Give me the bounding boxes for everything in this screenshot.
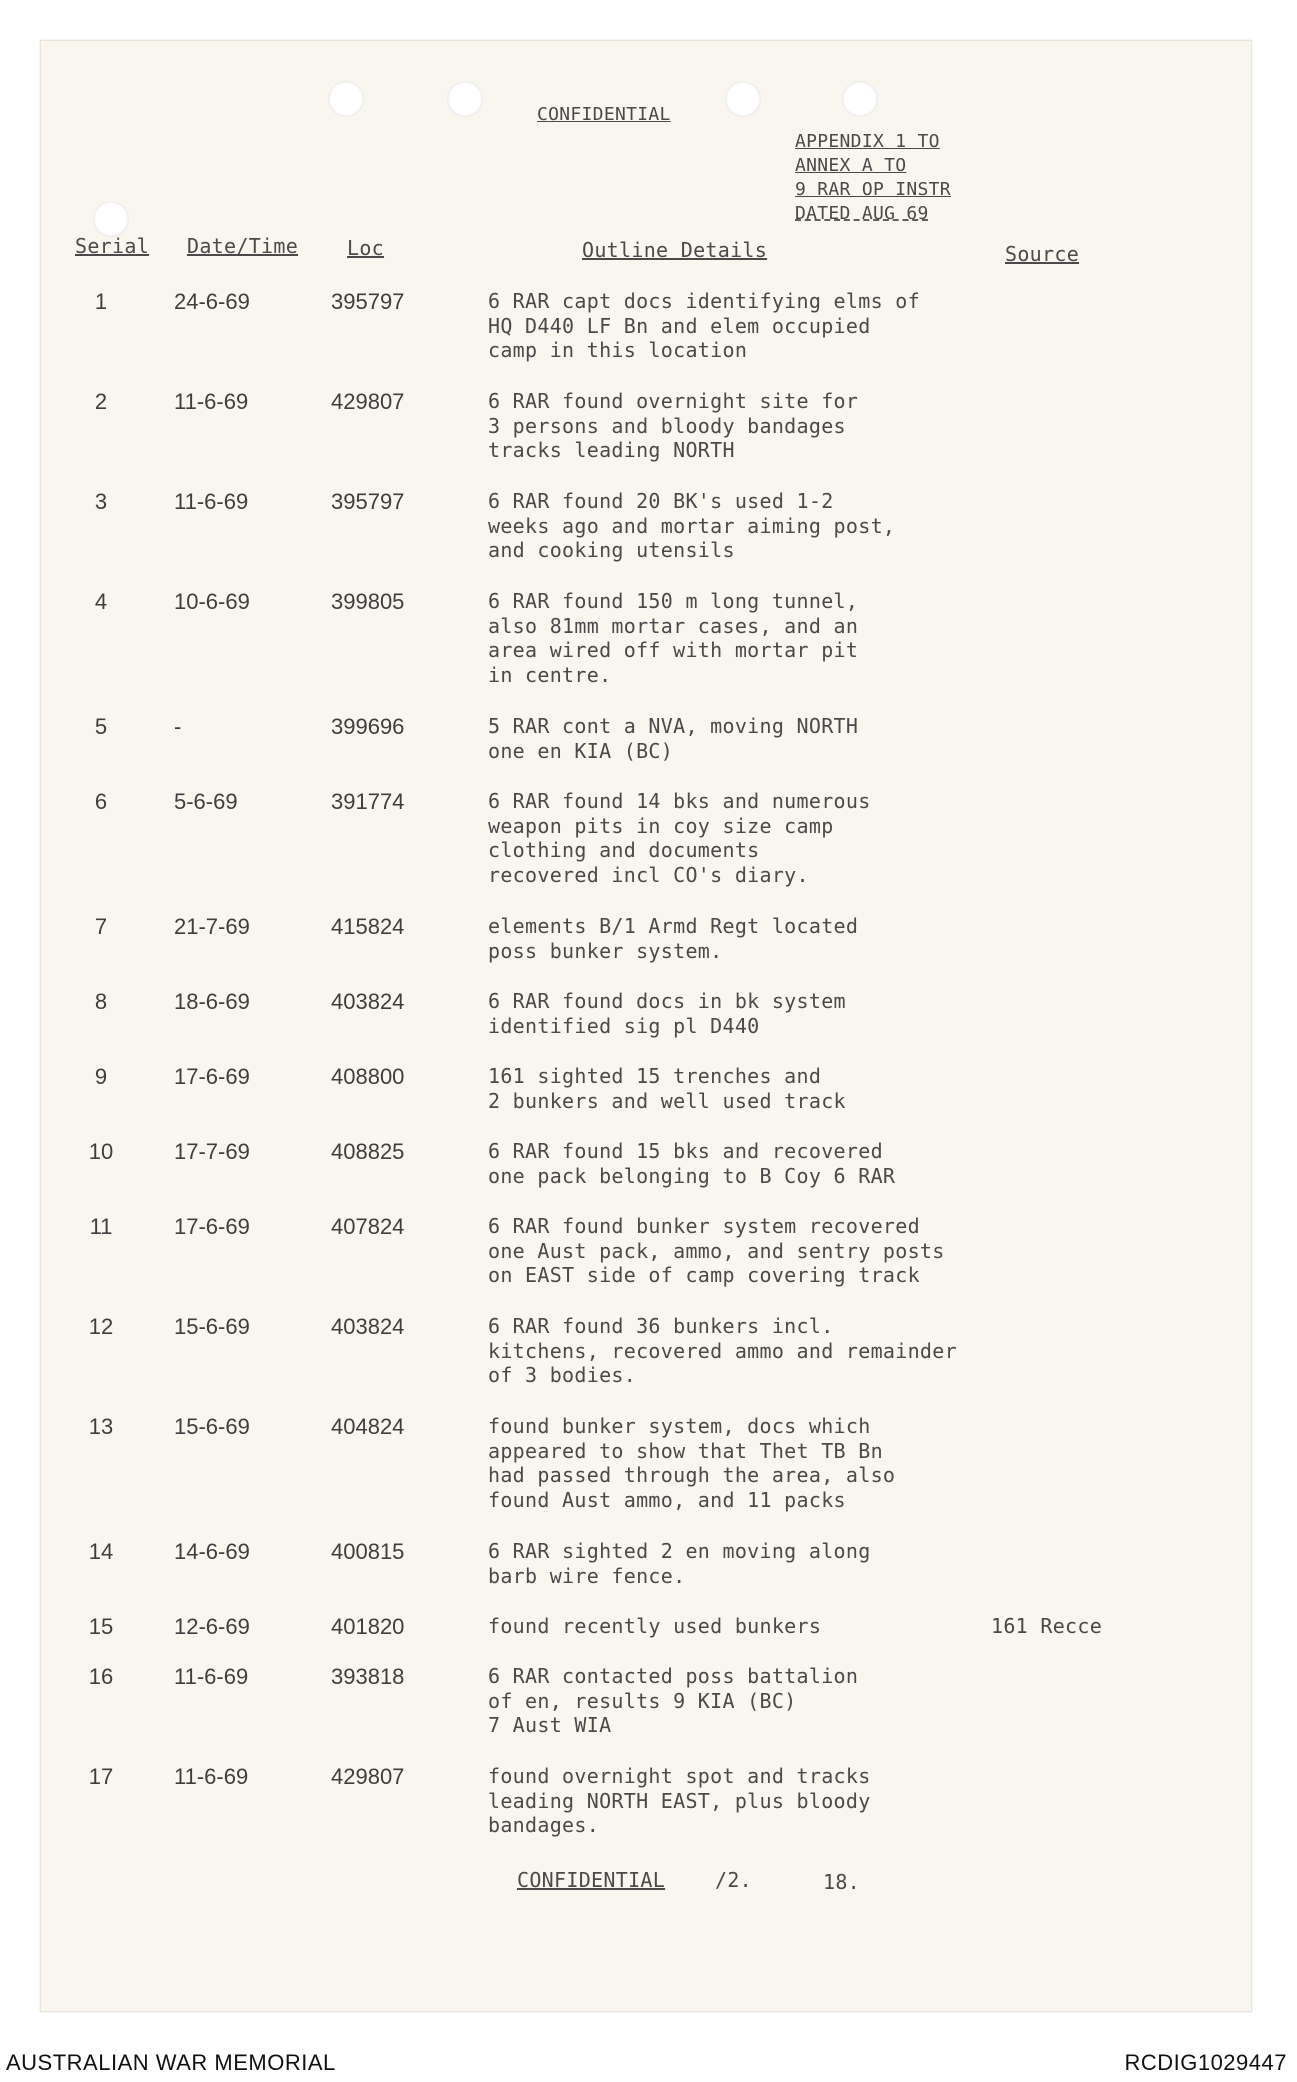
row-date: 11-6-69 — [174, 389, 249, 414]
row-serial: 7 — [94, 914, 108, 939]
details-line: in centre. — [488, 662, 612, 687]
row-details — [488, 714, 1008, 763]
details-line: 3 persons and bloody bandages — [488, 413, 846, 438]
row-location: 429807 — [331, 1764, 405, 1789]
details-line: weapon pits in coy size camp — [488, 813, 834, 838]
details-line: found overnight spot and tracks — [488, 1764, 871, 1788]
row-details — [488, 589, 1008, 687]
row-location: 403824 — [331, 1314, 405, 1339]
details-line: 6 RAR found 150 m long tunnel, — [488, 589, 859, 613]
details-line: found bunker system, docs which — [488, 1414, 871, 1438]
row-serial: 11 — [89, 1214, 113, 1239]
row-details — [488, 989, 1008, 1038]
details-line: weeks ago and mortar aiming post, — [488, 513, 896, 538]
row-details — [488, 1664, 1008, 1738]
row-details — [488, 1139, 1008, 1188]
details-line: area wired off with mortar pit — [488, 638, 859, 662]
details-line: 6 RAR sighted 2 en moving along — [488, 1539, 871, 1563]
document-page — [40, 40, 1252, 2012]
details-line: on EAST side of camp covering track — [488, 1263, 920, 1287]
row-serial: 14 — [88, 1539, 114, 1564]
column-header-serial: Serial — [75, 234, 150, 258]
row-details — [488, 1614, 1008, 1639]
footer-item-number: 18. — [823, 1870, 861, 1894]
row-date: 11-6-69 — [174, 489, 249, 514]
details-line: clothing and documents — [488, 838, 760, 862]
appendix-line: 9 RAR OP INSTR — [795, 179, 951, 200]
row-date: 17-6-69 — [174, 1214, 250, 1239]
details-line: 161 sighted 15 trenches and — [488, 1064, 822, 1088]
details-line: 6 RAR found bunker system recovered — [488, 1214, 920, 1238]
details-line: had passed through the area, also — [488, 1463, 896, 1487]
details-line: bandages. — [488, 1813, 600, 1837]
row-serial: 17 — [88, 1764, 114, 1789]
column-header-details: Outline Details — [582, 238, 768, 262]
row-date: 18-6-69 — [174, 989, 250, 1014]
details-line: barb wire fence. — [488, 1563, 686, 1588]
details-line: 6 RAR found 14 bks and numerous — [488, 789, 871, 813]
row-date: 12-6-69 — [174, 1614, 250, 1639]
row-details — [488, 1539, 1008, 1588]
row-details — [488, 389, 1008, 463]
row-serial: 3 — [94, 489, 108, 514]
details-line: also 81mm mortar cases, and an — [488, 613, 859, 638]
row-details — [488, 789, 1008, 887]
appendix-line: DATED AUG 69 — [795, 203, 929, 224]
row-details — [488, 1764, 1008, 1838]
details-line: of en, results 9 KIA (BC) — [488, 1688, 797, 1713]
details-line: leading NORTH EAST, plus bloody — [488, 1788, 871, 1813]
punch-hole — [725, 81, 761, 117]
column-header-source: Source — [1005, 242, 1080, 266]
row-serial: 1 — [94, 289, 108, 314]
row-location: 391774 — [331, 789, 405, 814]
row-date: 11-6-69 — [174, 1664, 249, 1689]
archive-caption-left: AUSTRALIAN WAR MEMORIAL — [6, 2050, 336, 2075]
details-line: found Aust ammo, and 11 packs — [488, 1487, 846, 1512]
details-line: HQ D440 LF Bn and elem occupied — [488, 313, 871, 338]
row-serial: 9 — [94, 1064, 108, 1089]
row-serial: 2 — [94, 389, 108, 414]
details-line: 7 Aust WIA — [488, 1713, 612, 1737]
column-header-loc: Loc — [347, 236, 385, 260]
details-line: 5 RAR cont a NVA, moving NORTH — [488, 714, 859, 738]
details-line: of 3 bodies. — [488, 1363, 637, 1387]
details-line: identified sig pl D440 — [488, 1013, 760, 1038]
row-date: 17-6-69 — [174, 1064, 250, 1089]
row-serial: 15 — [88, 1614, 114, 1639]
footer-continuation: /2. — [715, 1868, 753, 1892]
row-date: 14-6-69 — [174, 1539, 250, 1564]
details-line: 6 RAR found 15 bks and recovered — [488, 1139, 883, 1163]
row-date: - — [174, 714, 182, 739]
punch-hole — [842, 81, 878, 117]
details-line: 6 RAR found docs in bk system — [488, 989, 846, 1013]
row-location: 395797 — [331, 289, 405, 314]
column-header-date: Date/Time — [187, 234, 299, 258]
row-date: 21-7-69 — [174, 914, 250, 939]
row-serial: 8 — [94, 989, 108, 1014]
row-location: 429807 — [331, 389, 405, 414]
row-date: 17-7-69 — [174, 1139, 250, 1164]
row-location: 404824 — [331, 1414, 405, 1439]
row-location: 400815 — [331, 1539, 405, 1564]
appendix-reference — [795, 130, 951, 226]
details-line: elements B/1 Armd Regt located — [488, 914, 859, 938]
punch-hole — [93, 201, 129, 237]
details-line: 6 RAR contacted poss battalion — [488, 1664, 859, 1688]
details-line: 2 bunkers and well used track — [488, 1088, 846, 1113]
row-details — [488, 1214, 1008, 1288]
appendix-line: APPENDIX 1 TO — [795, 131, 940, 152]
row-date: 5-6-69 — [174, 789, 238, 814]
row-serial: 16 — [88, 1664, 114, 1689]
row-details — [488, 289, 1008, 363]
row-location: 408825 — [331, 1139, 405, 1164]
footer-classification: CONFIDENTIAL — [517, 1868, 666, 1892]
punch-hole — [328, 81, 364, 117]
row-serial: 13 — [88, 1414, 114, 1439]
details-line: 6 RAR capt docs identifying elms of — [488, 289, 920, 313]
row-date: 24-6-69 — [174, 289, 250, 314]
details-line: 6 RAR found 36 bunkers incl. — [488, 1314, 834, 1338]
details-line: poss bunker system. — [488, 938, 723, 963]
row-serial: 10 — [88, 1139, 114, 1164]
row-details — [488, 1314, 1008, 1388]
row-location: 401820 — [331, 1614, 405, 1639]
row-location: 415824 — [331, 914, 405, 939]
details-line: tracks leading NORTH — [488, 438, 735, 462]
row-location: 395797 — [331, 489, 405, 514]
row-details — [488, 914, 1008, 963]
row-location: 408800 — [331, 1064, 405, 1089]
row-location: 407824 — [331, 1214, 405, 1239]
row-details — [488, 1414, 1008, 1512]
row-serial: 6 — [94, 789, 108, 814]
row-location: 393818 — [331, 1664, 405, 1689]
row-serial: 4 — [94, 589, 108, 614]
punch-hole — [447, 81, 483, 117]
details-line: and cooking utensils — [488, 538, 735, 562]
row-details — [488, 489, 1008, 563]
row-location: 399696 — [331, 714, 405, 739]
details-line: found recently used bunkers — [488, 1614, 822, 1638]
details-line: appeared to show that Thet TB Bn — [488, 1438, 883, 1463]
appendix-line: ANNEX A TO — [795, 155, 907, 176]
row-serial: 12 — [88, 1314, 114, 1339]
details-line: one en KIA (BC) — [488, 738, 674, 763]
classification-header: CONFIDENTIAL — [537, 104, 671, 125]
details-line: 6 RAR found overnight site for — [488, 389, 859, 413]
archive-caption-right: RCDIG1029447 — [1124, 2050, 1287, 2075]
row-location: 399805 — [331, 589, 405, 614]
details-line: recovered incl CO's diary. — [488, 862, 809, 887]
row-source: 161 Recce — [991, 1614, 1103, 1638]
row-date: 11-6-69 — [174, 1764, 249, 1789]
row-location: 403824 — [331, 989, 405, 1014]
row-date: 15-6-69 — [174, 1314, 250, 1339]
row-details — [488, 1064, 1008, 1113]
row-serial: 5 — [94, 714, 108, 739]
row-date: 15-6-69 — [174, 1414, 250, 1439]
details-line: 6 RAR found 20 BK's used 1-2 — [488, 489, 834, 513]
details-line: kitchens, recovered ammo and remainder — [488, 1338, 957, 1363]
details-line: one pack belonging to B Coy 6 RAR — [488, 1163, 896, 1188]
row-date: 10-6-69 — [174, 589, 250, 614]
details-line: camp in this location — [488, 338, 748, 362]
details-line: one Aust pack, ammo, and sentry posts — [488, 1238, 945, 1263]
